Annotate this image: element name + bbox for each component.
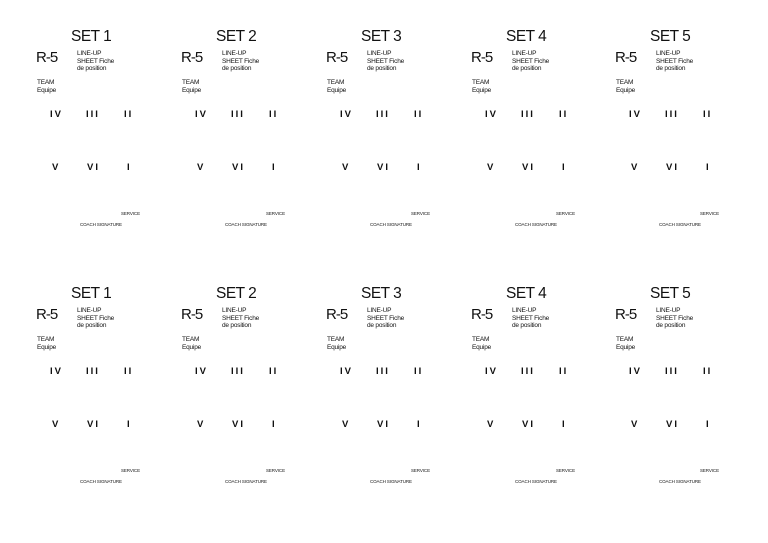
sheet-label: SHEET Fiche: [512, 315, 550, 322]
coach-signature-label: COACH SIGNATURE: [80, 222, 122, 227]
position-i: I: [417, 419, 422, 430]
form-code: R-5: [36, 49, 58, 66]
position-label: de position: [512, 322, 542, 329]
service-label: SERVICE: [411, 211, 430, 216]
position-iii: III: [521, 366, 535, 377]
position-label: de position: [222, 322, 252, 329]
service-label: SERVICE: [266, 211, 285, 216]
coach-signature-label: COACH SIGNATURE: [225, 222, 267, 227]
lineup-label: LINE-UP: [512, 50, 537, 57]
position-iii: III: [231, 109, 245, 120]
position-v: V: [631, 419, 640, 430]
sheet-label: SHEET Fiche: [222, 315, 260, 322]
team-label-fr: Equipe: [472, 87, 492, 94]
set-title: SET 4: [506, 28, 547, 45]
position-iv: IV: [629, 109, 642, 120]
position-ii: II: [269, 366, 279, 377]
set-title: SET 5: [650, 285, 691, 302]
position-iii: III: [665, 366, 679, 377]
service-label: SERVICE: [556, 211, 575, 216]
position-v: V: [197, 419, 206, 430]
position-iv: IV: [340, 366, 353, 377]
position-iv: IV: [485, 366, 498, 377]
position-iv: IV: [50, 366, 63, 377]
service-label: SERVICE: [411, 468, 430, 473]
form-code: R-5: [326, 306, 348, 323]
form-code: R-5: [471, 306, 493, 323]
position-ii: II: [414, 366, 424, 377]
position-vi: VI: [232, 162, 245, 173]
service-label: SERVICE: [121, 468, 140, 473]
position-i: I: [272, 419, 277, 430]
position-iv: IV: [485, 109, 498, 120]
set-title: SET 4: [506, 285, 547, 302]
position-iv: IV: [629, 366, 642, 377]
position-iii: III: [376, 366, 390, 377]
team-label-fr: Equipe: [327, 344, 347, 351]
position-i: I: [272, 162, 277, 173]
position-label: de position: [77, 322, 107, 329]
position-v: V: [487, 419, 496, 430]
position-iv: IV: [340, 109, 353, 120]
team-label: TEAM: [182, 336, 200, 343]
position-label: de position: [512, 65, 542, 72]
position-iv: IV: [195, 109, 208, 120]
coach-signature-label: COACH SIGNATURE: [370, 222, 412, 227]
lineup-card: [181, 285, 325, 500]
coach-signature-label: COACH SIGNATURE: [659, 222, 701, 227]
position-i: I: [417, 162, 422, 173]
position-vi: VI: [522, 419, 535, 430]
position-vi: VI: [522, 162, 535, 173]
position-label: de position: [367, 65, 397, 72]
position-v: V: [487, 162, 496, 173]
form-code: R-5: [326, 49, 348, 66]
service-label: SERVICE: [700, 468, 719, 473]
form-code: R-5: [181, 49, 203, 66]
position-i: I: [562, 419, 567, 430]
set-title: SET 5: [650, 28, 691, 45]
lineup-card: [36, 28, 180, 243]
position-ii: II: [124, 366, 134, 377]
position-ii: II: [269, 109, 279, 120]
team-label-fr: Equipe: [616, 87, 636, 94]
team-label: TEAM: [327, 336, 345, 343]
position-vi: VI: [377, 419, 390, 430]
lineup-card: [471, 285, 615, 500]
team-label: TEAM: [472, 79, 490, 86]
sheet-label: SHEET Fiche: [367, 58, 405, 65]
position-ii: II: [703, 109, 713, 120]
team-label: TEAM: [472, 336, 490, 343]
lineup-card: [615, 285, 759, 500]
set-title: SET 1: [71, 285, 112, 302]
position-iii: III: [665, 109, 679, 120]
position-ii: II: [559, 109, 569, 120]
lineup-card: [471, 28, 615, 243]
position-vi: VI: [377, 162, 390, 173]
set-title: SET 2: [216, 285, 257, 302]
position-v: V: [52, 419, 61, 430]
position-vi: VI: [666, 419, 679, 430]
position-v: V: [342, 162, 351, 173]
position-ii: II: [124, 109, 134, 120]
coach-signature-label: COACH SIGNATURE: [515, 479, 557, 484]
form-code: R-5: [181, 306, 203, 323]
set-title: SET 3: [361, 285, 402, 302]
lineup-label: LINE-UP: [222, 307, 247, 314]
position-iii: III: [376, 109, 390, 120]
team-label-fr: Equipe: [37, 87, 57, 94]
position-vi: VI: [232, 419, 245, 430]
position-iv: IV: [195, 366, 208, 377]
service-label: SERVICE: [556, 468, 575, 473]
position-i: I: [127, 419, 132, 430]
position-iii: III: [86, 109, 100, 120]
position-v: V: [342, 419, 351, 430]
position-i: I: [127, 162, 132, 173]
position-label: de position: [367, 322, 397, 329]
form-code: R-5: [615, 306, 637, 323]
position-label: de position: [656, 322, 686, 329]
lineup-card: [326, 285, 470, 500]
set-title: SET 2: [216, 28, 257, 45]
set-title: SET 3: [361, 28, 402, 45]
position-vi: VI: [87, 162, 100, 173]
form-code: R-5: [36, 306, 58, 323]
lineup-card: [615, 28, 759, 243]
position-v: V: [197, 162, 206, 173]
service-label: SERVICE: [121, 211, 140, 216]
lineup-label: LINE-UP: [656, 307, 681, 314]
position-iii: III: [521, 109, 535, 120]
team-label-fr: Equipe: [472, 344, 492, 351]
form-code: R-5: [615, 49, 637, 66]
coach-signature-label: COACH SIGNATURE: [80, 479, 122, 484]
position-ii: II: [559, 366, 569, 377]
lineup-label: LINE-UP: [222, 50, 247, 57]
lineup-card: [181, 28, 325, 243]
lineup-label: LINE-UP: [367, 50, 392, 57]
lineup-label: LINE-UP: [77, 307, 102, 314]
lineup-label: LINE-UP: [656, 50, 681, 57]
sheet-label: SHEET Fiche: [512, 58, 550, 65]
coach-signature-label: COACH SIGNATURE: [370, 479, 412, 484]
position-label: de position: [77, 65, 107, 72]
sheet-label: SHEET Fiche: [367, 315, 405, 322]
sheet-label: SHEET Fiche: [77, 315, 115, 322]
team-label-fr: Equipe: [182, 87, 202, 94]
sheet-label: SHEET Fiche: [656, 315, 694, 322]
position-vi: VI: [87, 419, 100, 430]
lineup-label: LINE-UP: [512, 307, 537, 314]
position-ii: II: [703, 366, 713, 377]
sheet-label: SHEET Fiche: [77, 58, 115, 65]
set-title: SET 1: [71, 28, 112, 45]
position-ii: II: [414, 109, 424, 120]
lineup-label: LINE-UP: [367, 307, 392, 314]
coach-signature-label: COACH SIGNATURE: [225, 479, 267, 484]
team-label-fr: Equipe: [182, 344, 202, 351]
team-label: TEAM: [327, 79, 345, 86]
team-label: TEAM: [616, 79, 634, 86]
sheet-label: SHEET Fiche: [656, 58, 694, 65]
position-i: I: [706, 419, 711, 430]
position-v: V: [631, 162, 640, 173]
position-label: de position: [222, 65, 252, 72]
position-iii: III: [231, 366, 245, 377]
lineup-label: LINE-UP: [77, 50, 102, 57]
coach-signature-label: COACH SIGNATURE: [659, 479, 701, 484]
position-v: V: [52, 162, 61, 173]
position-iii: III: [86, 366, 100, 377]
service-label: SERVICE: [700, 211, 719, 216]
sheet-label: SHEET Fiche: [222, 58, 260, 65]
position-i: I: [706, 162, 711, 173]
position-i: I: [562, 162, 567, 173]
coach-signature-label: COACH SIGNATURE: [515, 222, 557, 227]
team-label-fr: Equipe: [327, 87, 347, 94]
team-label-fr: Equipe: [37, 344, 57, 351]
team-label: TEAM: [37, 336, 55, 343]
position-vi: VI: [666, 162, 679, 173]
team-label: TEAM: [616, 336, 634, 343]
position-iv: IV: [50, 109, 63, 120]
lineup-card: [326, 28, 470, 243]
team-label: TEAM: [37, 79, 55, 86]
form-code: R-5: [471, 49, 493, 66]
service-label: SERVICE: [266, 468, 285, 473]
position-label: de position: [656, 65, 686, 72]
team-label: TEAM: [182, 79, 200, 86]
lineup-card: [36, 285, 180, 500]
team-label-fr: Equipe: [616, 344, 636, 351]
